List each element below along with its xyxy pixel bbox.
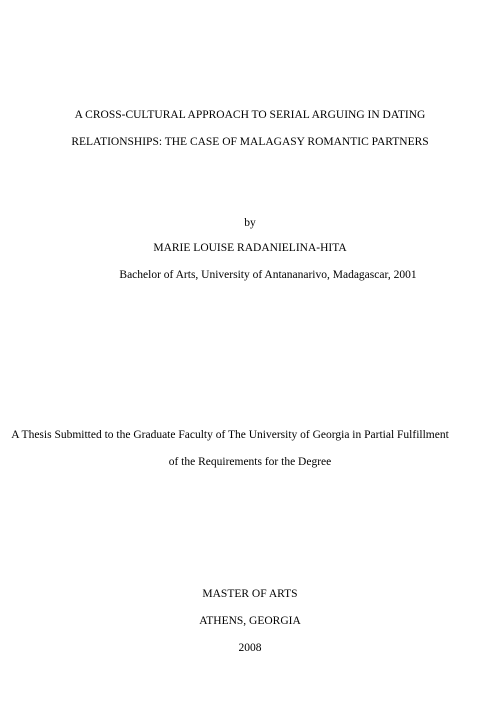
location: ATHENS, GEORGIA [199, 615, 301, 627]
thesis-title-line-1: A CROSS-CULTURAL APPROACH TO SERIAL ARGUING IN DATING [74, 109, 426, 121]
submission-statement-line-2: of the Requirements for the Degree [168, 456, 332, 468]
by-label: by [244, 217, 256, 229]
submission-statement-line-1: A Thesis Submitted to the Graduate Faculty of The University of Georgia in Partial Fulfillment [11, 429, 449, 441]
degree-title: MASTER OF ARTS [202, 588, 298, 600]
author-name: MARIE LOUISE RADANIELINA-HITA [153, 242, 347, 254]
thesis-title-line-2: RELATIONSHIPS: THE CASE OF MALAGASY ROMANTIC PARTNERS [71, 136, 429, 148]
prior-degree: Bachelor of Arts, University of Antananarivo, Madagascar, 2001 [119, 269, 417, 281]
year: 2008 [238, 642, 262, 654]
